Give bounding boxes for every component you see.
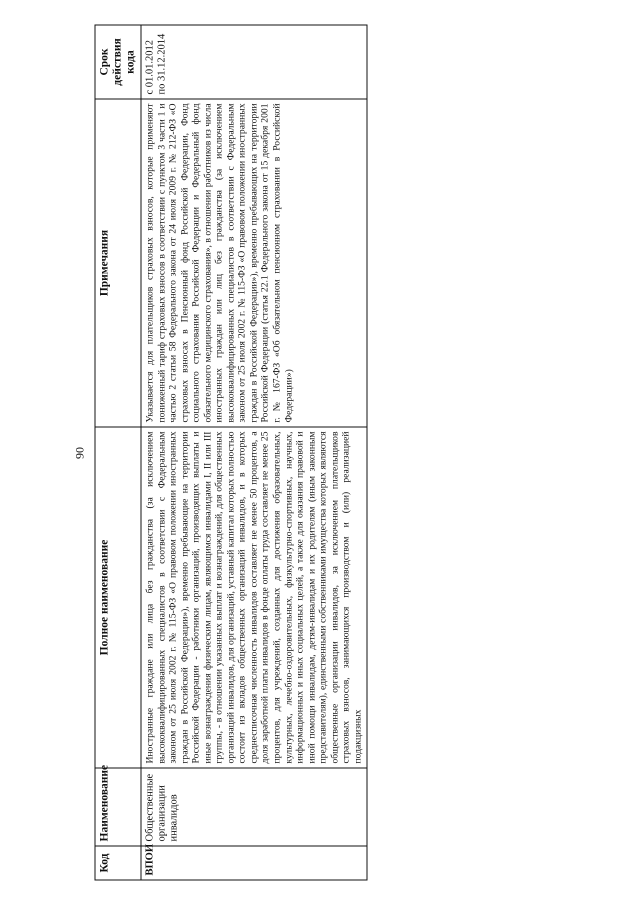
table-header-row (95, 25, 141, 880)
cell-code: ВПОИ (141, 846, 367, 880)
page-number: 90 (72, 446, 87, 459)
codes-table (95, 24, 368, 880)
term-from: с 01.01.2012 (144, 39, 156, 94)
header-name: Наименование (95, 768, 141, 846)
cell-full-name: Иностранные граждане или лица без гражданства (за исключением высококвалифицированных специалистов в соответствии с Федеральным законом от 25 июля 2002 г. № 115-ФЗ «О правовом положении иностранных граждан в Российской Федерации»), временно пребывающие на территории Российской Федерации - работники организаций, производящих выплаты и иные вознаграждения физическим лицам, являющимся инвалидами I, II или III группы, - в отношении указанных выплат и вознаграждений, для общественных организаций инвалидов, для организаций, уставный капитал которых полностью состоит из вкладов общественных организаций инвалидов, и в которых среднесписочная численность инвалидов составляет не менее 50 процентов, а доля заработной платы инвалидов в фонде оплаты труда составляет не менее 25 процентов, для учреждений, созданных для достижения образовательных, культурных, лечебно-оздоровительных, физкультурно-спортивных, научных, информационных и иных социальных целей, а также для оказания правовой и иной помощи инвалидам, детям-инвалидам и их родителям (иным законным представителям), единственными собственниками имущества которых являются общественные организации инвалидов, за исключением плательщиков страховых взносов, занимающихся производством и (или) реализацией подакцизных (141, 427, 367, 768)
table-row (141, 25, 367, 880)
cell-term (141, 25, 367, 99)
header-notes: Примечания (95, 99, 141, 427)
rotated-page (73, 25, 568, 880)
header-code: Код (95, 846, 141, 880)
cell-name: Общественные организации инвалидов (141, 768, 367, 846)
term-to: по 31.12.2014 (156, 33, 168, 94)
cell-notes: Указывается для плательщиков страховых взносов, которые применяют пониженный тариф страховых взносов в соответствии с пунктом 3 части 1 и частью 2 статьи 58 Федерального закона от 24 июля 2009 г. № 212-ФЗ «О страховых взносах в Пенсионный фонд Российской Федерации, Фонд социального страхования Российской Федерации и Федеральный фонд обязательного медицинского страхования», в отношении работников из числа иностранных граждан или лиц без гражданства (за исключением высококвалифицированных специалистов в соответствии с Федеральным законом от 25 июля 2002 г. № 115-ФЗ «О правовом положении иностранных граждан в Российской Федерации»), временно пребывающих на территории Российской Федерации (статья 22.1 Федерального закона от 15 декабря 2001 г. № 167-ФЗ «Об обязательном пенсионном страховании в Российской Федерации») (141, 99, 367, 427)
header-full-name: Полное наименование (95, 427, 141, 768)
header-term: Срок действия кода (95, 25, 141, 99)
